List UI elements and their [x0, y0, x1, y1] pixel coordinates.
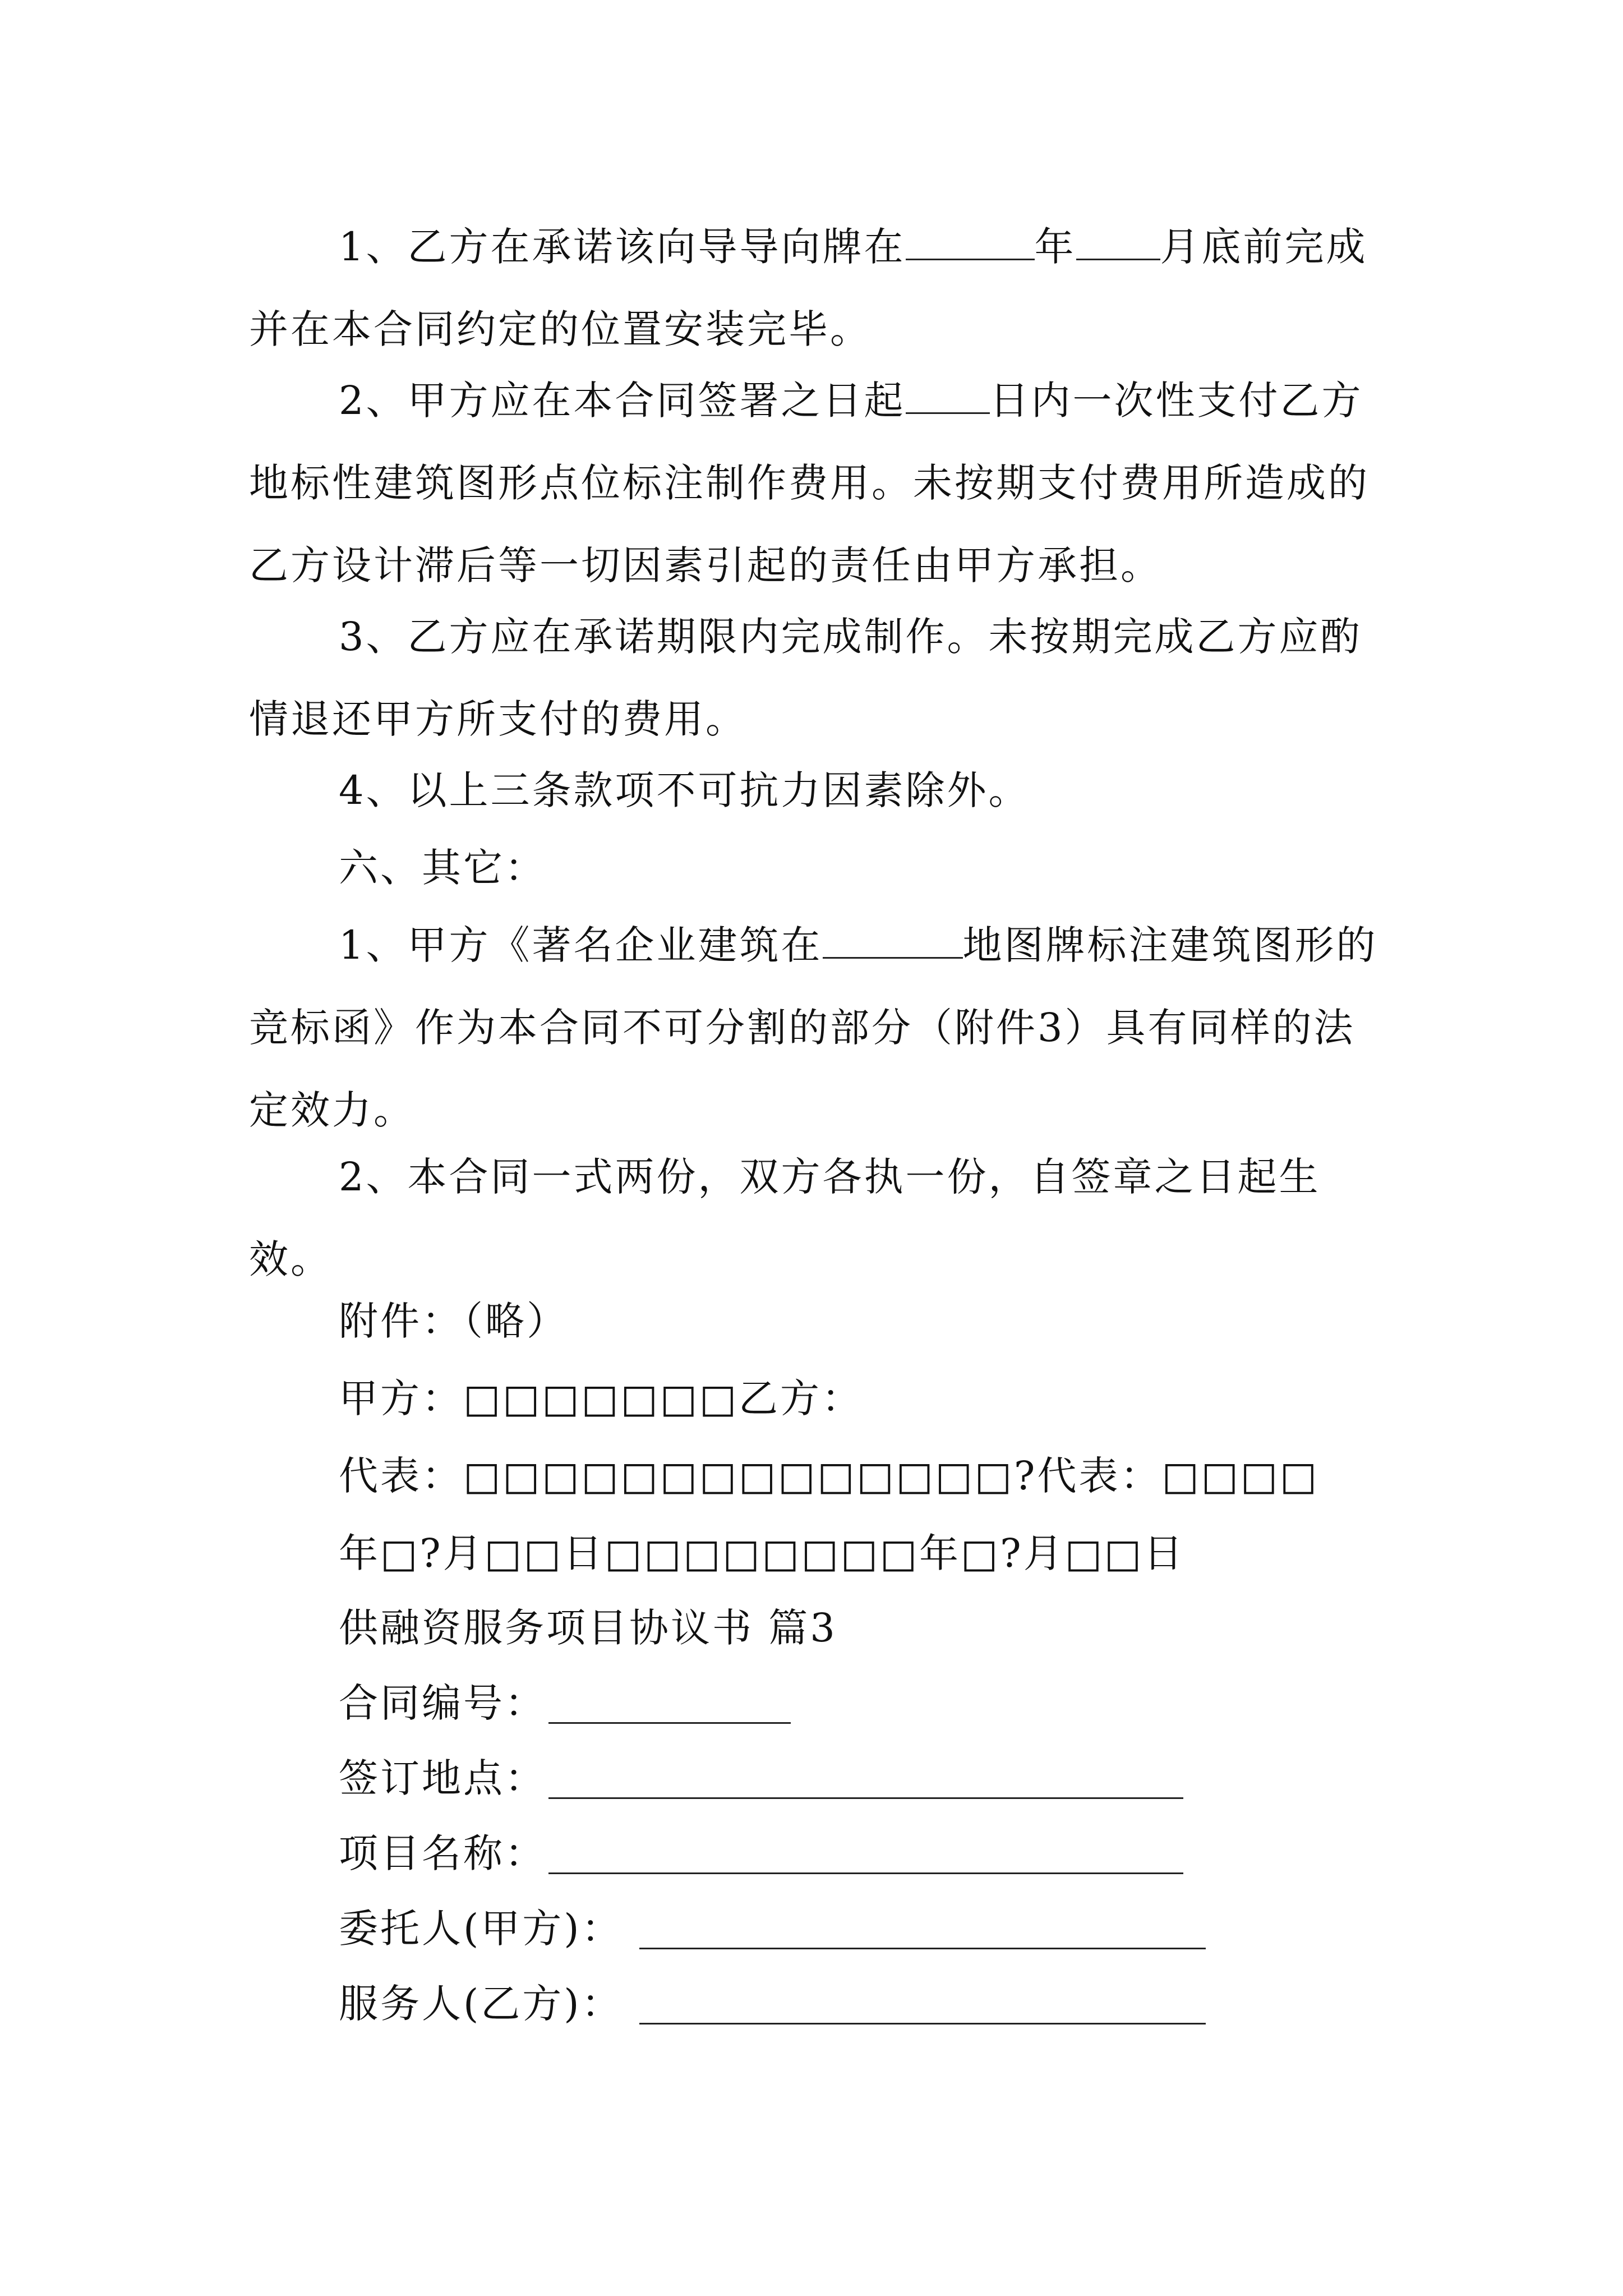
service-party-b-label: 服务人(乙方)：	[339, 1981, 623, 2027]
days-blank	[906, 379, 990, 414]
clause-6-1-text-b: 地图牌标注建筑图形的竞标函》作为本合同不可分割的部分（附件3）具有同样的法定效力。	[249, 922, 1378, 1133]
client-party-a-label: 委托人(甲方)：	[339, 1906, 623, 1952]
service-party-b-field[interactable]	[639, 2023, 1206, 2024]
attachment-line: 附件：（略）	[339, 1298, 568, 1344]
clause-6-1	[249, 904, 1382, 1152]
project-name-field[interactable]	[548, 1872, 1183, 1874]
project-name-label: 项目名称：	[339, 1830, 546, 1876]
client-party-a-field[interactable]	[639, 1948, 1206, 1949]
clause-6-2: 2、本合同一式两份，双方各执一份，自签章之日起生效。	[249, 1154, 1321, 1282]
clause-5-1-text-a: 1、乙方在承诺该向导导向牌在	[339, 224, 906, 270]
representative-signature-line: 代表：□□□□□□□□□□□□□□?代表：□□□□	[339, 1453, 1320, 1499]
year-blank	[906, 225, 1035, 260]
clause-5-2-text-a: 2、甲方应在本合同签署之日起	[339, 378, 906, 424]
signature-date-line: 年□?月□□日□□□□□□□□年□?月□□日	[339, 1530, 1185, 1576]
clause-5-4: 4、以上三条款项不可抗力因素除外。	[339, 767, 1030, 813]
clause-5-3: 3、乙方应在承诺期限内完成制作。未按期完成乙方应酌情退还甲方所支付的费用。	[249, 614, 1362, 742]
contract-number-field[interactable]	[548, 1722, 791, 1724]
contract-number-label: 合同编号：	[339, 1680, 546, 1726]
signing-place-label: 签订地点：	[339, 1755, 546, 1801]
clause-6-1-text-a: 1、甲方《著名企业建筑在	[339, 922, 823, 968]
section-6-heading: 六、其它：	[339, 845, 546, 891]
clause-5-1-text-c: 月底前完成并在本合同约定的位置安装完毕。	[249, 224, 1368, 352]
location-blank	[823, 923, 963, 959]
clause-5-1	[249, 206, 1382, 371]
clause-5-2-text-b: 日内一次性支付乙方地标性建筑图形点位标注制作费用。未按期支付费用所造成的乙方设计滞后等一切因素引起的责任由甲方承担。	[249, 378, 1370, 588]
clause-5-1-text-b: 年	[1034, 224, 1076, 270]
next-document-title: 供融资服务项目协议书 篇3	[339, 1605, 837, 1651]
party-signature-line: 甲方：□□□□□□□乙方：	[339, 1375, 863, 1421]
signing-place-field[interactable]	[548, 1797, 1183, 1799]
clause-5-2	[249, 360, 1382, 607]
month-blank	[1076, 225, 1160, 260]
